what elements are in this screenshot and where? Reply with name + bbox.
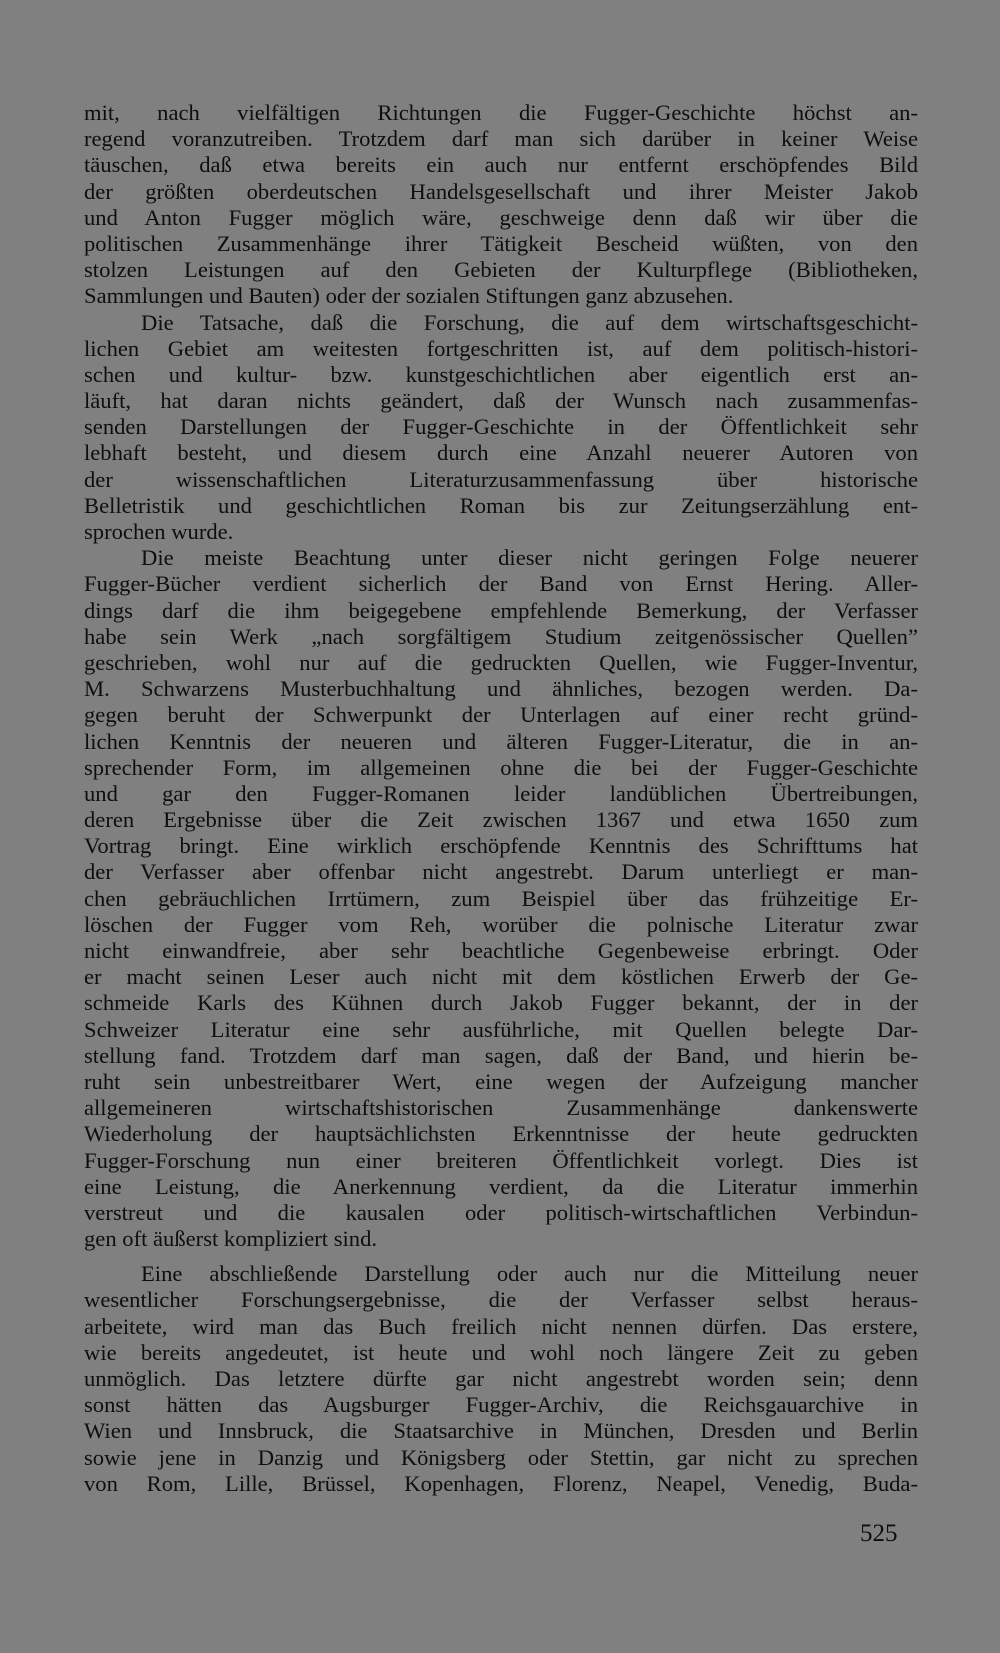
text-line: dings darf die ihm beigegebene empfehlende Bemerkung, der Verfasser (84, 597, 918, 623)
text-line: Wien und Innsbruck, die Staatsarchive in München, Dresden und Berlin (84, 1418, 918, 1444)
text-line: Fugger-Bücher verdient sicherlich der Band von Ernst Hering. Aller- (84, 571, 918, 597)
text-line: stolzen Leistungen auf den Gebieten der Kulturpflege (Bibliotheken, (84, 257, 918, 283)
text-line: politischen Zusammenhänge ihrer Tätigkeit Bescheid wüßten, von den (84, 230, 918, 256)
text-line: täuschen, daß etwa bereits ein auch nur entfernt erschöpfendes Bild (84, 152, 918, 178)
text-line: lebhaft besteht, und diesem durch eine Anzahl neuerer Autoren von (84, 440, 918, 466)
text-line: deren Ergebnisse über die Zeit zwischen 1367 und etwa 1650 zum (84, 807, 918, 833)
text-line: M. Schwarzens Musterbuchhaltung und ähnliches, bezogen werden. Da- (84, 676, 918, 702)
text-line: Eine abschließende Darstellung oder auch nur die Mitteilung neuer (141, 1261, 918, 1287)
text-line: und Anton Fugger möglich wäre, geschweige denn daß wir über die (84, 204, 918, 230)
text-line: lichen Gebiet am weitesten fortgeschritten ist, auf dem politisch-histori- (84, 335, 918, 361)
text-line: Die Tatsache, daß die Forschung, die auf dem wirtschaftsgeschicht- (141, 309, 918, 335)
text-line: er macht seinen Leser auch nicht mit dem köstlichen Erwerb der Ge- (84, 964, 918, 990)
text-line: senden Darstellungen der Fugger-Geschichte in der Öffentlichkeit sehr (84, 414, 918, 440)
page-number: 525 (860, 1520, 898, 1547)
text-line: chen gebräuchlichen Irrtümern, zum Beispiel über das frühzeitige Er- (84, 885, 918, 911)
text-line: der wissenschaftlichen Literaturzusammenfassung über historische (84, 466, 918, 492)
text-line: geschrieben, wohl nur auf die gedruckten Quellen, wie Fugger-Inventur, (84, 649, 918, 675)
text-line: und gar den Fugger-Romanen leider landüblichen Übertreibungen, (84, 780, 918, 806)
text-line: nicht einwandfreie, aber sehr beachtliche Gegenbeweise erbringt. Oder (84, 938, 918, 963)
text-line: Sammlungen und Bauten) oder der sozialen Stiftungen ganz abzusehen. (84, 283, 734, 309)
paragraph (84, 310, 918, 546)
text-line: läuft, hat daran nichts geändert, daß der Wunsch nach zusammenfas- (84, 388, 918, 414)
text-line: sprochen wurde. (84, 519, 234, 544)
text-line: habe sein Werk „nach sorgfältigem Studium zeitgenössischer Quellen” (84, 623, 918, 649)
text-line: gegen beruht der Schwerpunkt der Unterlagen auf einer recht gründ- (84, 702, 918, 728)
text-line: regend voranzutreiben. Trotzdem darf man sich darüber in keiner Weise (84, 126, 918, 152)
text-line: Belletristik und geschichtlichen Roman bis zur Zeitungserzählung ent- (84, 492, 918, 518)
text-line: Fugger-Forschung nun einer breiteren Öffentlichkeit vorlegt. Dies ist (84, 1147, 918, 1173)
text-line: eine Leistung, die Anerkennung verdient, da die Literatur immerhin (84, 1173, 918, 1199)
text-line: verstreut und die kausalen oder politisch-wirtschaftlichen Verbindun- (84, 1199, 918, 1225)
text-line: wesentlicher Forschungsergebnisse, die der Verfasser selbst heraus- (84, 1287, 918, 1313)
text-line: sprechender Form, im allgemeinen ohne die bei der Fugger-Geschichte (84, 754, 918, 780)
text-line: schen und kultur- bzw. kunstgeschichtlichen aber eigentlich erst an- (84, 361, 918, 387)
text-line: Vortrag bringt. Eine wirklich erschöpfende Kenntnis des Schrifttums hat (84, 833, 918, 859)
text-line: sonst hätten das Augsburger Fugger-Archiv, die Reichsgauarchive in (84, 1392, 918, 1418)
text-line: mit, nach vielfältigen Richtungen die Fugger-Geschichte höchst an- (84, 100, 918, 125)
text-line: stellung fand. Trotzdem darf man sagen, daß der Band, und hierin be- (84, 1042, 918, 1068)
text-line: allgemeineren wirtschaftshistorischen Zusammenhänge dankenswerte (84, 1095, 918, 1121)
paragraph-gap (84, 1252, 918, 1261)
text-line: schmeide Karls des Kühnen durch Jakob Fugger bekannt, der in der (84, 990, 918, 1016)
paragraph (84, 100, 918, 310)
text-line: Wiederholung der hauptsächlichsten Erkenntnisse der heute gedruckten (84, 1121, 918, 1147)
text-line: von Rom, Lille, Brüssel, Kopenhagen, Florenz, Neapel, Venedig, Buda- (84, 1470, 918, 1496)
paragraph (84, 1261, 918, 1497)
text-line: Die meiste Beachtung unter dieser nicht geringen Folge neuerer (141, 545, 918, 571)
paragraph (84, 545, 918, 1252)
text-line: der größten oberdeutschen Handelsgesellschaft und ihrer Meister Jakob (84, 178, 918, 204)
text-line: ruht sein unbestreitbarer Wert, eine wegen der Aufzeigung mancher (84, 1068, 918, 1094)
text-line: der Verfasser aber offenbar nicht angestrebt. Darum unterliegt er man- (84, 859, 918, 885)
text-line: unmöglich. Das letztere dürfte gar nicht angestrebt worden sein; denn (84, 1366, 918, 1391)
text-line: sowie jene in Danzig und Königsberg oder Stettin, gar nicht zu sprechen (84, 1444, 918, 1470)
page-body (84, 100, 918, 1497)
text-line: gen oft äußerst kompliziert sind. (84, 1226, 378, 1252)
text-line: arbeitete, wird man das Buch freilich nicht nennen dürfen. Das erstere, (84, 1313, 918, 1339)
text-line: Schweizer Literatur eine sehr ausführliche, mit Quellen belegte Dar- (84, 1016, 918, 1042)
text-line: löschen der Fugger vom Reh, worüber die polnische Literatur zwar (84, 911, 918, 937)
text-line: wie bereits angedeutet, ist heute und wohl noch längere Zeit zu geben (84, 1339, 918, 1365)
text-line: lichen Kenntnis der neueren und älteren Fugger-Literatur, die in an- (84, 728, 918, 754)
